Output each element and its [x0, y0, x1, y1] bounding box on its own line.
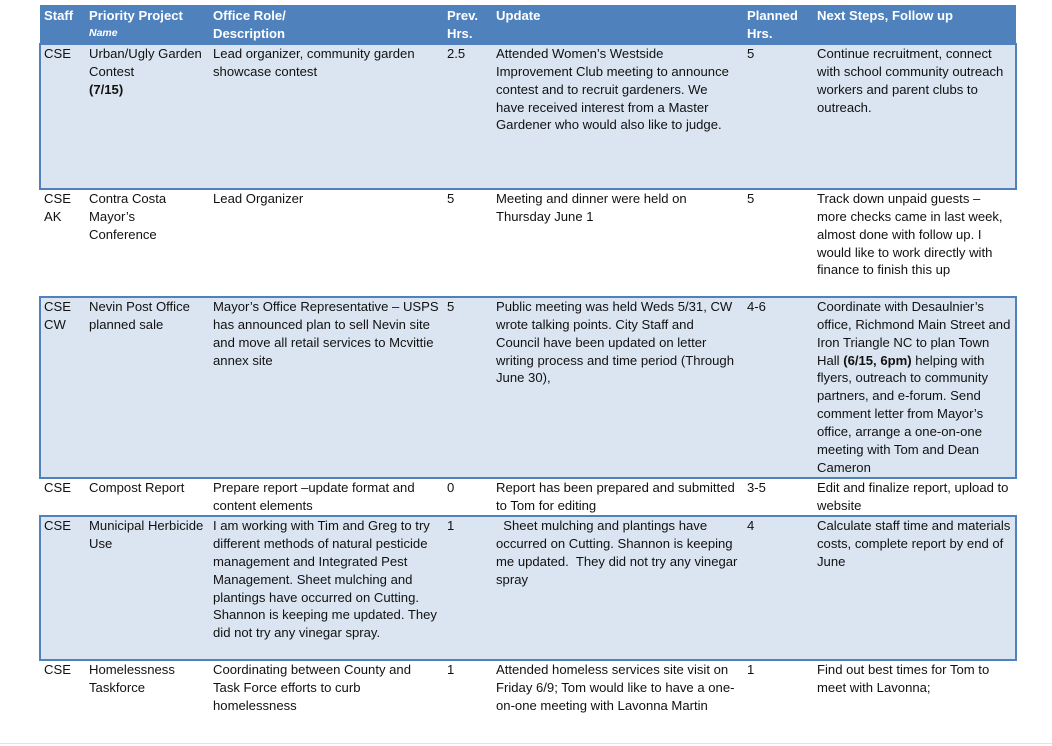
- cell-prev-hrs: 0: [443, 478, 492, 516]
- cell-next-steps: Continue recruitment, connect with school community outreach workers and parent clubs to outreach.: [813, 44, 1016, 189]
- cell-staff: CSE CW: [40, 297, 85, 478]
- cell-role: Prepare report –update format and content elements: [209, 478, 443, 516]
- cell-update: Public meeting was held Weds 5/31, CW wrote talking points. City Staff and Council have been updated on letter writing process and time period (Through June 30),: [492, 297, 743, 478]
- cell-update: Attended homeless services site visit on Friday 6/9; Tom would like to have a one-on-one meeting with Lavonna Martin: [492, 660, 743, 734]
- cell-prev-hrs: 2.5: [443, 44, 492, 189]
- header-row: [40, 5, 1016, 44]
- cell-project: Compost Report: [85, 478, 209, 516]
- cell-project: Urban/Ugly Garden Contest (7/15): [85, 44, 209, 189]
- cell-update: Attended Women’s Westside Improvement Club meeting to announce contest and to recruit gardeners. We have received interest from a Master Gardener who would also like to judge.: [492, 44, 743, 189]
- header-next-steps: Next Steps, Follow up: [813, 5, 1016, 44]
- cell-planned-hrs: 3-5: [743, 478, 813, 516]
- table-body: [40, 44, 1016, 734]
- cell-role: Mayor’s Office Representative – USPS has announced plan to sell Nevin site and move all retail services to Mcvittie annex site: [209, 297, 443, 478]
- header-prev-sub: Hrs.: [447, 25, 473, 41]
- cell-next-steps: Track down unpaid guests – more checks came in last week, almost done with follow up. I would like to work directly with finance to finish this up: [813, 189, 1016, 297]
- table-row: [40, 516, 1016, 660]
- cell-staff: CSE: [40, 478, 85, 516]
- cell-staff: CSE: [40, 44, 85, 189]
- table-row: [40, 297, 1016, 478]
- table-header: [40, 5, 1016, 44]
- cell-project: Municipal Herbicide Use: [85, 516, 209, 660]
- cell-staff: CSE: [40, 660, 85, 734]
- header-project: Priority Project Name: [85, 5, 209, 44]
- cell-planned-hrs: 4: [743, 516, 813, 660]
- cell-update: Sheet mulching and plantings have occurred on Cutting. Shannon is keeping me updated. They did not try any vinegar spray: [492, 516, 743, 660]
- header-staff: Staff: [40, 5, 85, 44]
- cell-update: Meeting and dinner were held on Thursday June 1: [492, 189, 743, 297]
- project-date: (7/15): [89, 81, 124, 97]
- cell-planned-hrs: 5: [743, 189, 813, 297]
- cell-role: Lead Organizer: [209, 189, 443, 297]
- cell-next-steps: Coordinate with Desaulnier’s office, Richmond Main Street and Iron Triangle NC to plan Town Hall (6/15, 6pm) helping with flyers, outreach to community partners, and e-forum. Send comment letter from Mayor’s office, arrange a one-on-one meeting with Tom and Dean Cameron: [813, 297, 1016, 478]
- cell-role: Coordinating between County and Task Force efforts to curb homelessness: [209, 660, 443, 734]
- cell-update: Report has been prepared and submitted to Tom for editing: [492, 478, 743, 516]
- cell-project: Nevin Post Office planned sale: [85, 297, 209, 478]
- page-bottom-divider: [0, 743, 1052, 744]
- table-row: [40, 478, 1016, 516]
- table-row: [40, 660, 1016, 734]
- header-prev-hrs: Prev. Hrs.: [443, 5, 492, 44]
- cell-role: Lead organizer, community garden showcase contest: [209, 44, 443, 189]
- cell-prev-hrs: 1: [443, 660, 492, 734]
- cell-prev-hrs: 5: [443, 189, 492, 297]
- cell-next-steps: Calculate staff time and materials costs, complete report by end of June: [813, 516, 1016, 660]
- cell-role: I am working with Tim and Greg to try different methods of natural pesticide management and Integrated Pest Management. Sheet mulching and plantings have occurred on Cutting. Shannon is keeping me updated. They did not try any vinegar spray.: [209, 516, 443, 660]
- header-role-sub: Description: [213, 25, 286, 41]
- header-update: Update: [492, 5, 743, 44]
- cell-prev-hrs: 5: [443, 297, 492, 478]
- header-role: Office Role/ Description: [209, 5, 443, 44]
- cell-staff: CSE AK: [40, 189, 85, 297]
- header-planned-sub: Hrs.: [747, 25, 773, 41]
- cell-planned-hrs: 4-6: [743, 297, 813, 478]
- cell-project: Contra Costa Mayor’s Conference: [85, 189, 209, 297]
- priority-projects-table: [40, 5, 1016, 734]
- cell-staff: CSE: [40, 516, 85, 660]
- header-planned-hrs: Planned Hrs.: [743, 5, 813, 44]
- table-row: [40, 44, 1016, 189]
- cell-project: Homelessness Taskforce: [85, 660, 209, 734]
- cell-prev-hrs: 1: [443, 516, 492, 660]
- cell-next-steps: Find out best times for Tom to meet with Lavonna;: [813, 660, 1016, 734]
- status-report-sheet: [40, 5, 1016, 734]
- cell-planned-hrs: 5: [743, 44, 813, 189]
- table-row: [40, 189, 1016, 297]
- cell-next-steps: Edit and finalize report, upload to website: [813, 478, 1016, 516]
- cell-planned-hrs: 1: [743, 660, 813, 734]
- header-project-sub: Name: [89, 26, 118, 39]
- town-hall-date: (6/15, 6pm): [843, 352, 912, 368]
